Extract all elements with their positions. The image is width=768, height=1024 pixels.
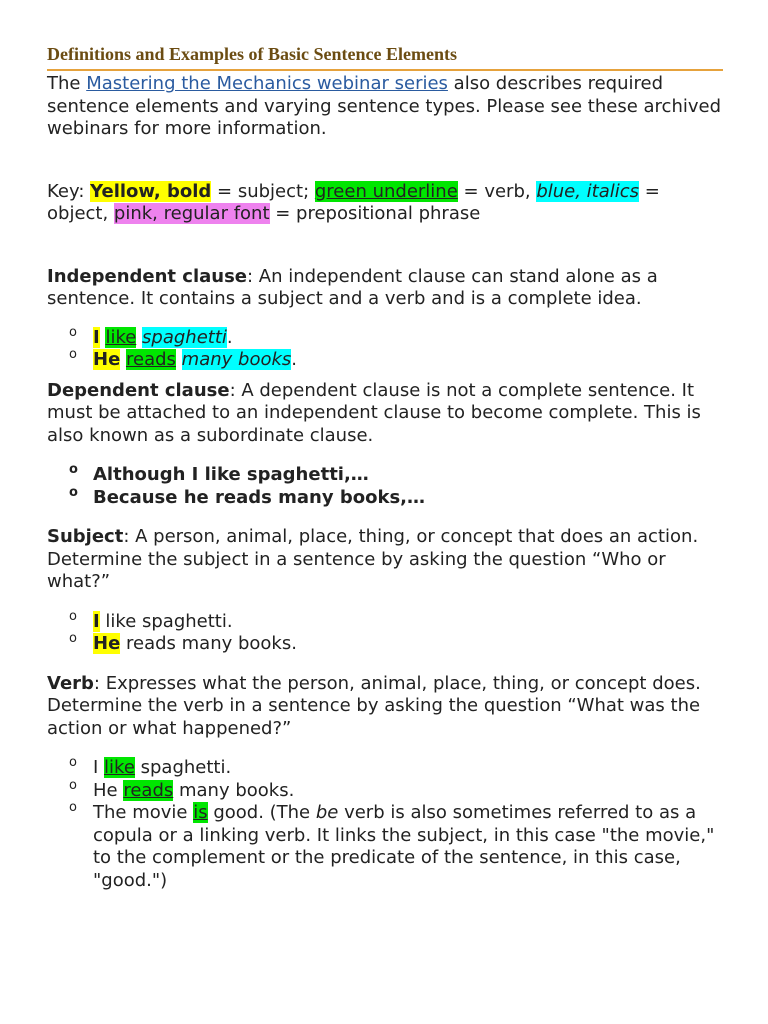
- dependent-example-text: Although I like spaghetti,…: [93, 464, 369, 485]
- dependent-clause-examples: [47, 464, 723, 509]
- document-page: [47, 44, 723, 892]
- example-object: many books: [181, 349, 292, 370]
- dependent-example-text: Because he reads many books,…: [93, 486, 425, 508]
- example-verb: reads: [126, 349, 176, 370]
- bullet-mark: o: [69, 755, 77, 770]
- bullet-mark: o: [69, 608, 77, 624]
- intro-post-text: also describes required sentence elements and varying sentence types. Please see these archived webinars for more information.: [47, 73, 722, 139]
- independent-clause-examples: [47, 324, 723, 372]
- list-item: [69, 608, 723, 634]
- bullet-mark: o: [69, 777, 77, 793]
- intro-paragraph: [47, 73, 723, 141]
- example-be-word: be: [315, 802, 339, 823]
- example-post: verb is also sometimes referred to as a copula or a linking verb. It links the subject, in this case "the movie," to the complement or the predicate of the sentence, in this case, "good."): [93, 802, 715, 891]
- example-pre: The movie: [93, 802, 194, 823]
- subject-term: Subject: [47, 526, 124, 547]
- example-post: spaghetti.: [134, 757, 232, 778]
- independent-clause-text: : An independent clause can stand alone as a sentence. It contains a subject and a verb and is a complete idea.: [47, 265, 658, 309]
- example-subject: I: [93, 326, 100, 348]
- example-pre: I: [93, 757, 105, 778]
- list-item: [69, 484, 723, 510]
- key-verb-term: green underline: [314, 180, 458, 202]
- example-subject: He: [93, 349, 121, 370]
- key-subject-text: = subject;: [211, 180, 315, 202]
- list-item: [69, 777, 723, 803]
- example-end: .: [226, 326, 233, 348]
- example-subject: I: [93, 610, 100, 632]
- verb-term: Verb: [47, 672, 94, 694]
- bullet-mark: o: [69, 347, 77, 362]
- verb-examples: [47, 757, 723, 892]
- key-prep-term: pink, regular font: [113, 203, 270, 224]
- independent-clause-term: Independent clause: [47, 265, 248, 287]
- example-verb: reads: [123, 779, 174, 801]
- list-item: [69, 755, 723, 780]
- bullet-mark: o: [69, 324, 77, 340]
- key-subject-term: Yellow, bold: [90, 180, 212, 202]
- list-item: [69, 800, 723, 892]
- verb-text: : Expresses what the person, animal, place, thing, or concept does. Determine the verb in a sentence by asking the question “What was the action or what happened?”: [47, 672, 701, 739]
- bullet-mark: o: [69, 462, 78, 477]
- example-pre: He: [93, 779, 124, 801]
- dependent-clause-term: Dependent clause: [47, 379, 230, 401]
- subject-text: : A person, animal, place, thing, or concept that does an action. Determine the subject in a sentence by asking the question “Who or what?”: [47, 526, 699, 592]
- example-verb: like: [105, 326, 137, 348]
- page-title: Definitions and Examples of Basic Sentence Elements: [47, 44, 723, 71]
- example-verb: like: [104, 757, 135, 778]
- example-object: spaghetti: [142, 326, 227, 348]
- key-verb-text: = verb,: [457, 180, 537, 202]
- list-item: [69, 347, 723, 372]
- example-mid: good. (The: [207, 802, 316, 823]
- independent-clause-definition: [47, 266, 723, 311]
- example-subject: He: [93, 633, 121, 654]
- example-end: .: [291, 349, 298, 370]
- bullet-mark: o: [69, 800, 77, 815]
- example-post: many books.: [173, 779, 295, 801]
- example-rest: like spaghetti.: [99, 610, 233, 632]
- list-item: [69, 324, 723, 350]
- key-label: Key:: [47, 180, 91, 202]
- webinar-series-link[interactable]: Mastering the Mechanics webinar series: [86, 73, 448, 94]
- bullet-mark: o: [69, 631, 77, 646]
- subject-definition: [47, 526, 723, 594]
- dependent-clause-definition: [47, 380, 723, 448]
- key-prep-text: = prepositional phrase: [269, 203, 481, 224]
- key-object-term: blue, italics: [536, 180, 640, 202]
- example-space: [176, 349, 182, 370]
- example-rest: reads many books.: [120, 633, 297, 654]
- key-paragraph: [47, 181, 723, 226]
- intro-pre-text: The: [47, 73, 87, 94]
- verb-definition: [47, 673, 723, 741]
- bullet-mark: o: [69, 484, 78, 500]
- dependent-clause-text: : A dependent clause is not a complete sentence. It must be attached to an independent clause to become complete. This is also known as a subordinate clause.: [47, 379, 701, 446]
- example-verb: is: [193, 802, 208, 823]
- list-item: [69, 631, 723, 656]
- key-object-text: = object,: [47, 180, 660, 224]
- subject-examples: [47, 608, 723, 656]
- list-item: [69, 462, 723, 487]
